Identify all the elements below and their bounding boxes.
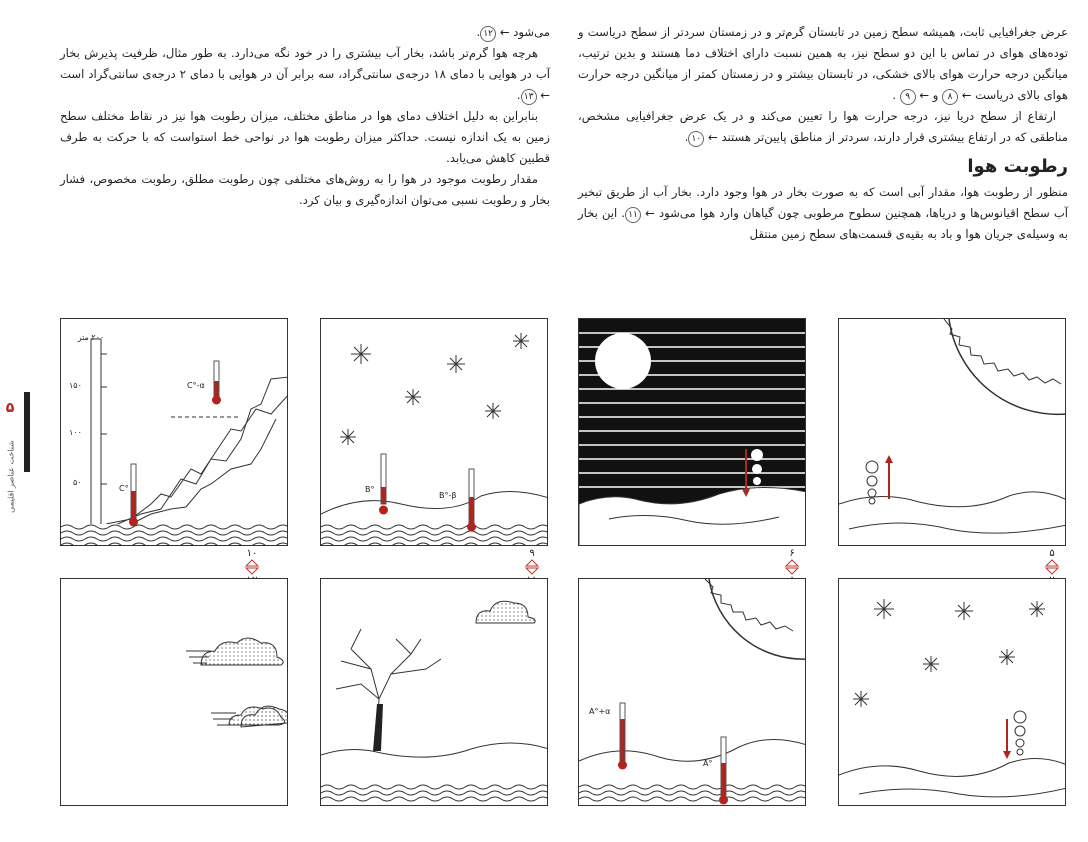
text-column-right [578, 22, 1068, 245]
sun [944, 319, 1066, 414]
water-drops [1014, 711, 1026, 755]
therm-label-c: C° [119, 484, 129, 493]
thermometer-a-alpha [618, 703, 627, 770]
paragraph-text: . این بخار به وسیله‌ی جریان هوا و باد به بقیه‌ی قسمت‌های سطح زمین منتقل [578, 206, 1068, 241]
paragraph: می‌شود ← ۱۲. [60, 22, 550, 43]
altitude-unit: ۲۰۰ متر [77, 333, 105, 342]
ref-number: ۱۰ [688, 131, 704, 147]
cloud [476, 601, 535, 623]
thermometer-c-alpha [212, 361, 221, 405]
tick-label: ۱۵۰ [69, 381, 82, 390]
sidebar-vertical-text: شناخت عناصر اقلیمی [6, 440, 16, 513]
paragraph-text: ارتفاع از سطح دریا نیز، درجه حرارت هوا را تعیین می‌کند و در یک عرض جغرافیایی مشخص، مناطقی که در ارتفاع بیشتری قرار دارند، سردتر از مناطق پایین‌تر هستند [578, 109, 1068, 144]
text-column-left [60, 22, 550, 211]
tree-trunk [373, 704, 383, 751]
paragraph-text: منظور از رطوبت هوا، مقدار آبی است که به صورت بخار در هوا وجود دارد. بخار آب از طریق تبخیر آب سطح اقیانوس‌ها و دریاها، همچنین سطوح مرطوبی چون گیاهان وارد هوا می‌شود [578, 185, 1069, 220]
page-sidebar [0, 392, 30, 542]
figure-sun-a [578, 578, 806, 806]
section-heading: رطوبت هوا [967, 156, 1068, 177]
ref-number: ۱۳ [521, 89, 537, 105]
thermometer-b [379, 454, 388, 515]
ground-waves [321, 785, 548, 801]
paragraph: بنابراین به دلیل اختلاف دمای هوا در مناطق مختلف، میزان رطوبت هوا نیز در نقاط مختلف سطح زمین به یک اندازه نیست. حداکثر میزان رطوبت هوا در نواحی خط استواست که با حرکت به طرف قطبین کاهش می‌یابد. [60, 109, 550, 165]
cloud [201, 638, 288, 727]
label-top: ۹ [529, 548, 535, 559]
ground-waves [61, 524, 288, 546]
therm-label-a: A° [703, 759, 713, 768]
tick-label: ۵۰ [73, 478, 82, 487]
figure-tree [320, 578, 548, 806]
paragraph: منظور از رطوبت هوا، مقدار آبی است که به صورت بخار در هوا وجود دارد. بخار آب از طریق تبخیر آب سطح اقیانوس‌ها و دریاها، همچنین سطوح مرطوبی چون گیاهان وارد هوا می‌شود ← ۱۱. این بخار به وسیله‌ی جریان هوا و باد به بقیه‌ی قسمت‌های سطح زمین منتقل [578, 185, 1069, 241]
figure-snow-fall [838, 578, 1066, 806]
label-top: ۵ [1049, 548, 1055, 559]
therm-label-b: B° [365, 485, 375, 494]
paragraph-text: می‌شود [513, 25, 550, 39]
snowflakes [340, 333, 529, 445]
therm-label-b-beta: B°-β [439, 491, 457, 500]
label-top: ۱۰ [246, 548, 258, 559]
label-top: ۶ [789, 548, 795, 559]
therm-label-c-alpha: C°-α [187, 381, 205, 390]
paragraph: مقدار رطوبت موجود در هوا را به روش‌های مختلفی چون رطوبت مطلق، رطوبت مخصوص، فشار بخار و رطوبت نسبی می‌توان اندازه‌گیری و بیان کرد. [60, 172, 550, 207]
triangles-icon [244, 559, 260, 575]
paragraph: عرض جغرافیایی ثابت، همیشه سطح زمین در تابستان گرم‌تر و در زمستان سردتر از سطح دریاست و توده‌های هوای در تماس با این دو سطح نیز، به همین نسبت دارای اختلاف دما هستند و بدین ترتیب، میانگین درجه حرارت هوای بالای خشکی، در تابستان بیشتر و در زمستان کمتر از میانگین درجه حرارت هوای بالای دریاست ← ۸ و ← ۹ . [578, 22, 1068, 106]
snowflakes [853, 599, 1045, 707]
sidebar-bar [24, 392, 30, 472]
ground-waves [321, 525, 548, 546]
figure-snow-b [320, 318, 548, 546]
figure-sun-rise [838, 318, 1066, 546]
ref-number: ۹ [900, 89, 916, 105]
moon [595, 333, 651, 389]
paragraph: ارتفاع از سطح دریا نیز، درجه حرارت هوا را تعیین می‌کند و در یک عرض جغرافیایی مشخص، مناطقی که در ارتفاع بیشتری قرار دارند، سردتر از مناطق پایین‌تر هستند ← ۱۰. [578, 106, 1068, 148]
figure-night [578, 318, 806, 546]
ref-number: ۸ [942, 89, 958, 105]
therm-label-a-alpha: A°+α [589, 707, 611, 716]
paragraph: هرچه هوا گرم‌تر باشد، بخار آب بیشتری را در خود نگه می‌دارد. به طور مثال، ظرفیت پذیرش بخار آب در هوایی با دمای ۱۸ درجه‌ی سانتی‌گراد، سه برابر آن در هوایی با دمای ۲ درجه‌ی سانتی‌گراد است ← ۱۳. [60, 43, 550, 106]
figure-altitude [60, 318, 288, 546]
page-number: ۵ [5, 400, 15, 416]
triangles-icon [1044, 559, 1060, 575]
tick-label: ۱۰۰ [69, 428, 82, 437]
ref-number: ۱۱ [625, 207, 641, 223]
figure-clouds-wind [60, 578, 288, 806]
paragraph-text: عرض جغرافیایی ثابت، همیشه سطح زمین در تابستان گرم‌تر و در زمستان سردتر از سطح دریاست و توده‌های هوای در تماس با این دو سطح نیز، به همین نسبت دارای اختلاف دما هستند و بدین ترتیب، میانگین درجه حرارت هوای بالای خشکی، در تابستان بیشتر و در زمستان کمتر از میانگین درجه حرارت هوای بالای دریاست [578, 25, 1068, 102]
triangles-icon [524, 559, 540, 575]
ref-number: ۱۲ [480, 26, 496, 42]
thermometer-c [129, 464, 138, 527]
tree [336, 629, 441, 751]
triangles-icon [784, 559, 800, 575]
paragraph-text: هرچه هوا گرم‌تر باشد، بخار آب بیشتری را در خود نگه می‌دارد. به طور مثال، ظرفیت پذیرش بخار آب در هوایی با دمای ۱۸ درجه‌ی سانتی‌گراد، سه برابر آن در هوایی با دمای ۲ درجه‌ی سانتی‌گراد است [60, 46, 550, 81]
ground-waves [579, 785, 806, 801]
sun [705, 579, 806, 659]
